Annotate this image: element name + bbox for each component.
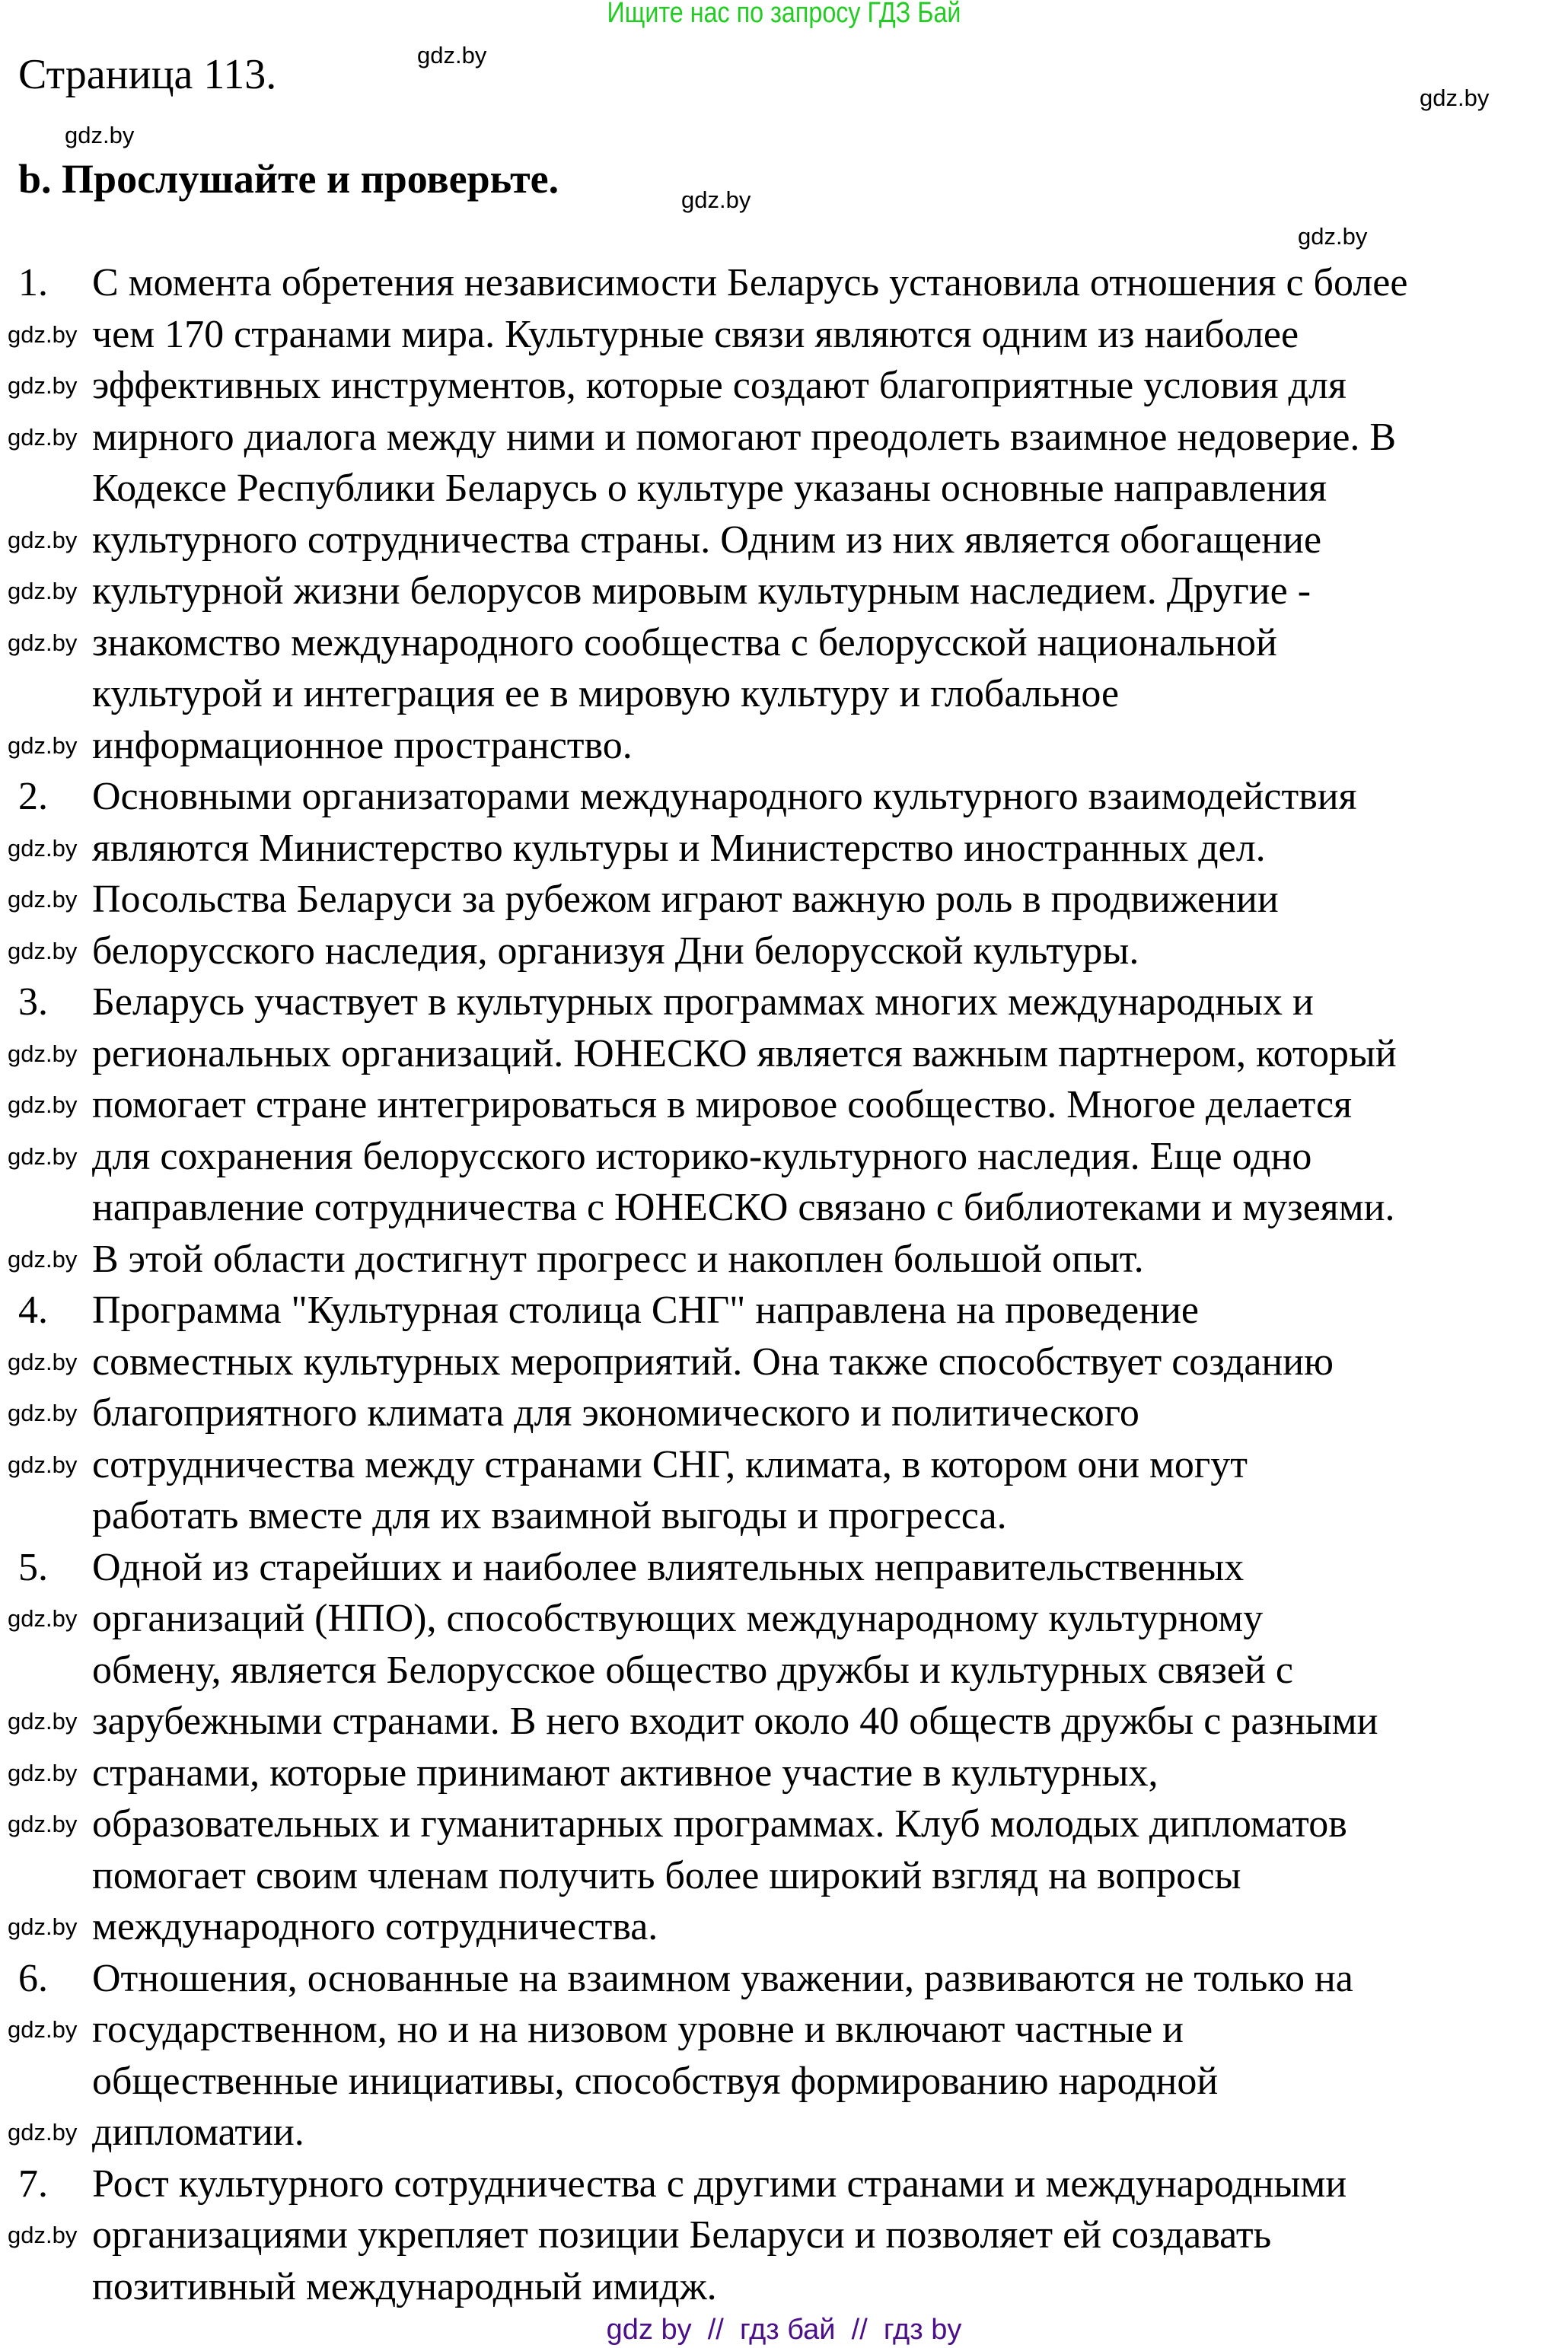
item-text-line: общественные инициативы, способствуя формированию народной (92, 2059, 1219, 2103)
item-text-line: сотрудничества между странами СНГ, климата, в котором они могут (92, 1442, 1248, 1486)
item-text-line: благоприятного климата для экономического и политического (92, 1391, 1139, 1435)
item-text-line: информационное пространство. (92, 723, 633, 767)
page-title: Страница 113. (18, 51, 277, 98)
item-text-line: Рост культурного сотрудничества с другими странами и международными (92, 2162, 1347, 2206)
item-text-line: образовательных и гуманитарных программах. Клуб молодых дипломатов (92, 1802, 1347, 1846)
watermark: gdz.by (8, 1759, 78, 1786)
item-text-line: дипломатии. (92, 2111, 304, 2154)
item-number: 5. (18, 1545, 48, 1589)
watermark: gdz.by (8, 2016, 78, 2043)
item-text-line: Посольства Беларуси за рубежом играют важную роль в продвижении (92, 878, 1279, 921)
watermark: gdz.by (8, 320, 78, 348)
watermark: gdz.by (8, 1142, 78, 1170)
search-banner: Ищите нас по запросу ГДЗ Бай (607, 0, 961, 29)
item-text-line: Основными организаторами международного культурного взаимодействия (92, 775, 1357, 818)
item-number: 1. (18, 261, 48, 304)
footer-links: gdz by // гдз бай // гдз by (606, 2314, 962, 2346)
watermark: gdz.by (8, 937, 78, 964)
item-text-line: белорусского наследия, организуя Дни белорусской культуры. (92, 929, 1139, 973)
watermark: gdz.by (65, 122, 135, 148)
watermark: gdz.by (1298, 223, 1368, 250)
watermark: gdz.by (681, 186, 751, 213)
item-text-line: организациями укрепляет позиции Беларуси и позволяет ей создавать (92, 2213, 1272, 2257)
item-number: 3. (18, 980, 48, 1024)
watermark: gdz.by (8, 526, 78, 553)
watermark: gdz.by (8, 731, 78, 759)
item-text-line: зарубежными странами. В него входит около 40 обществ дружбы с разными (92, 1700, 1378, 1743)
item-text-line: культурой и интеграция ее в мировую культуру и глобальное (92, 672, 1120, 715)
item-text-line: эффективных инструментов, которые создают благоприятные условия для (92, 364, 1347, 407)
item-text-line: обмену, является Белорусское общество дружбы и культурных связей с (92, 1648, 1293, 1692)
watermark: gdz.by (8, 1091, 78, 1118)
item-number: 2. (18, 775, 48, 818)
item-text-line: мирного диалога между ними и помогают преодолеть взаимное недоверие. В (92, 415, 1397, 459)
item-text-line: региональных организаций. ЮНЕСКО является важным партнером, который (92, 1031, 1397, 1075)
item-text-line: совместных культурных мероприятий. Она также способствует созданию (92, 1340, 1334, 1384)
item-text-line: знакомство международного сообщества с белорусской национальной (92, 620, 1277, 664)
watermark: gdz.by (8, 1708, 78, 1735)
exercise-title: b. Прослушайте и проверьте. (18, 156, 559, 202)
watermark: gdz.by (8, 1040, 78, 1067)
item-text-line: государственном, но и на низовом уровне и включают частные и (92, 2008, 1184, 2051)
item-text-line: Отношения, основанные на взаимном уважении, развиваются не только на (92, 1956, 1353, 2000)
watermark: gdz.by (8, 372, 78, 399)
item-text-line: помогает своим членам получить более широкий взгляд на вопросы (92, 1853, 1241, 1897)
item-text-line: культурного сотрудничества страны. Одним из них является обогащение (92, 518, 1322, 562)
watermark: gdz.by (8, 1348, 78, 1375)
watermark: gdz.by (8, 1913, 78, 1940)
item-text-line: направление сотрудничества с ЮНЕСКО связано с библиотеками и музеями. (92, 1186, 1395, 1229)
item-text-line: В этой области достигнут прогресс и накоплен большой опыт. (92, 1237, 1144, 1281)
item-number: 7. (18, 2162, 48, 2206)
item-text-line: Беларусь участвует в культурных программах многих международных и (92, 980, 1314, 1024)
watermark: gdz.by (8, 1451, 78, 1478)
watermark: gdz.by (8, 1245, 78, 1273)
watermark: gdz.by (8, 578, 78, 604)
watermark: gdz.by (8, 834, 78, 862)
item-text-line: являются Министерство культуры и Министерство иностранных дел. (92, 826, 1266, 870)
watermark: gdz.by (8, 886, 78, 913)
watermark: gdz.by (8, 2119, 78, 2146)
item-text-line: чем 170 странами мира. Культурные связи являются одним из наиболее (92, 312, 1299, 356)
item-text-line: Одной из старейших и наиболее влиятельных неправительственных (92, 1545, 1245, 1589)
item-text-line: С момента обретения независимости Беларусь установила отношения с более (92, 261, 1408, 304)
watermark: gdz.by (8, 1811, 78, 1837)
item-text-line: организаций (НПО), способствующих международному культурному (92, 1597, 1264, 1640)
item-text-line: работать вместе для их взаимной выгоды и прогресса. (92, 1494, 1007, 1537)
item-number: 4. (18, 1289, 48, 1332)
watermark: gdz.by (8, 423, 78, 451)
item-text-line: помогает стране интегрироваться в мировое сообщество. Многое делается (92, 1083, 1353, 1126)
watermark: gdz.by (8, 2222, 78, 2248)
item-text-line: Кодексе Республики Беларусь о культуре указаны основные направления (92, 467, 1327, 510)
item-text-line: странами, которые принимают активное участие в культурных, (92, 1751, 1158, 1795)
watermark: gdz.by (1420, 84, 1490, 111)
item-text-line: Программа "Культурная столица СНГ" направлена на проведение (92, 1289, 1199, 1332)
watermark: gdz.by (417, 42, 487, 68)
item-text-line: позитивный международный имидж. (92, 2264, 717, 2308)
watermark: gdz.by (8, 629, 78, 656)
item-text-line: для сохранения белорусского историко-культурного наследия. Еще одно (92, 1134, 1312, 1178)
watermark: gdz.by (8, 1605, 78, 1632)
item-text-line: культурной жизни белорусов мировым культурным наследием. Другие - (92, 569, 1311, 613)
item-text-line: международного сотрудничества. (92, 1905, 658, 1948)
watermark: gdz.by (8, 1400, 78, 1426)
item-number: 6. (18, 1956, 48, 2000)
